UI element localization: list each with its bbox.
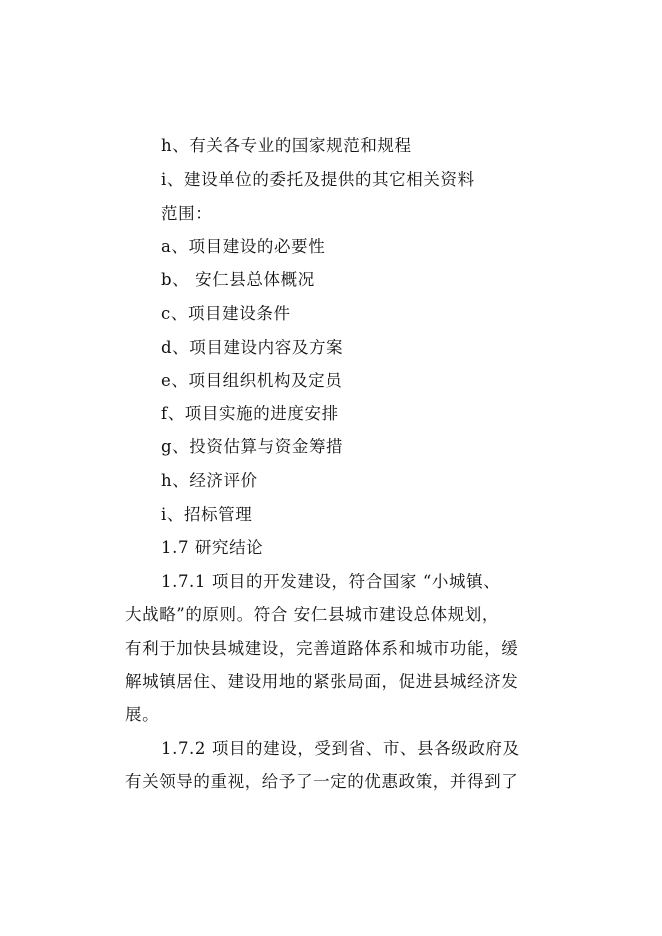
scope-item-g: g、投资估算与资金筹措: [161, 437, 344, 456]
scope-item-e: e、项目组织机构及定员: [161, 371, 343, 390]
scope-item-i: i、招标管理: [161, 505, 253, 524]
scope-item-d: d、项目建设内容及方案: [161, 338, 344, 357]
paragraph-1-line-3: 有利于加快县城建设，完善道路体系和城市功能，缓: [125, 639, 519, 658]
scope-item-c: c、项目建设条件: [161, 304, 291, 323]
basis-item-h: h、有关各专业的国家规范和规程: [161, 136, 412, 155]
scope-item-a: a、项目建设的必要性: [161, 237, 326, 256]
scope-item-b: b、 安仁县总体概况: [161, 270, 315, 289]
paragraph-2-line-1: 1.7.2 项目的建设，受到省、市、县各级政府及: [161, 739, 520, 758]
paragraph-1-line-2: 大战略”的原则。符合 安仁县城市建设总体规划，: [125, 605, 499, 624]
paragraph-2-line-2: 有关领导的重视，给予了一定的优惠政策，并得到了: [125, 772, 519, 791]
scope-item-h: h、经济评价: [161, 471, 258, 490]
scope-label: 范围：: [161, 204, 213, 223]
paragraph-1-line-1: 1.7.1 项目的开发建设，符合国家 “小城镇、: [161, 572, 501, 591]
scope-item-f: f、项目实施的进度安排: [161, 404, 339, 423]
paragraph-1-line-5: 展。: [125, 705, 160, 724]
paragraph-1-line-4: 解城镇居住、建设用地的紧张局面，促进县城经济发: [125, 672, 519, 691]
basis-item-i: i、建设单位的委托及提供的其它相关资料: [161, 170, 475, 189]
section-heading: 1.7 研究结论: [161, 538, 264, 557]
